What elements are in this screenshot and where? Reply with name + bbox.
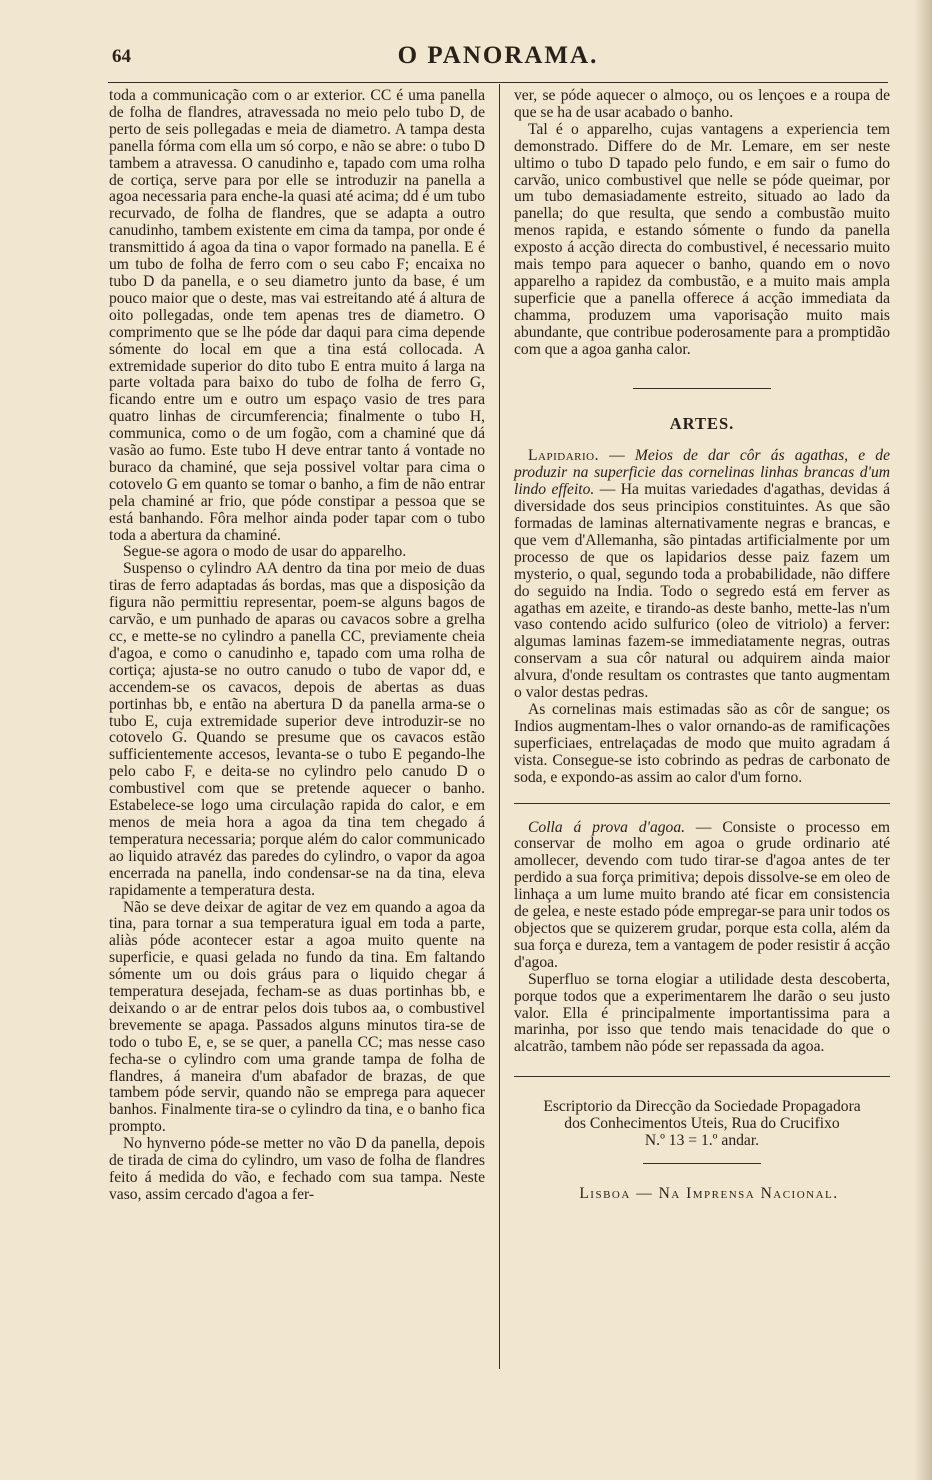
colla-paragraph [514,820,890,972]
section-title-artes: ARTES. [669,413,735,433]
lapidario-body: — Ha muitas variedades d'agathas, devidas á diversidade dos seus principios constituintes. As que são formadas de laminas alternativamente negras e brancas, e que vem d'Allemanha, são pintadas artificialmente por um processo de que os lapidarios desse paiz fazem um mysterio, o qual, segundo toda a probabilidade, não differe do seguido na India. Todo o segredo está em ferver as agathas em azeite, e tirando-as deste banho, mette-las n'um vaso contendo acido sulfurico (oleo de vitriolo) a ferver: algumas laminas fazem-se immediatamente negras, outras conservam a sua côr natural ou adquirem ainda maior alvura, d'onde resultam os contrastes que tanto augmentam o valor destas pedras. [514,481,890,702]
article-separator [514,803,890,804]
imprint-separator [643,1163,761,1164]
section-separator [633,388,771,389]
lapidario-dash: — [598,447,635,465]
apparatus-comparison: Tal é o apparelho, cujas vantagens a experiencia tem demonstrado. Differe do de Mr. Lemare, em ser neste ultimo o tubo D tapado pelo fundo, e em sair o fumo do carvão, unico combustivel que nelle se póde queimar, por um tubo demasiadamente estreito, situado ao lado da panella; do que resulta, que sendo a combustão muito menos rapida, e estando sómente o fundo da panella exposto á acção directa do combustivel, é necessario muito mais tempo para aquecer o banho, quando em o novo apparelho a rapidez da combustão, e a muito mais ampla superficie que a panella offerece á acção immediata da chamma, produzem uma vaporisação muito mais abundante, que contribue poderosamente para a promptidão com que a agoa ganha calor. [514,120,890,358]
superfluo-paragraph: Superfluo se torna elogiar a utilidade desta descoberta, porque todos que a experimentarem lhe darão o seu justo valor. Ella é principalmente importantissima para a marinha, por isso que tendo mais tenacidade do que o alcatrão, tambem não póde ser repassada da agoa. [514,970,890,1056]
agitation-paragraph: Não se deve deixar de agitar de vez em quando a agoa da tina, para tornar a sua temperatura igual em toda a parte, aliàs póde acontecer estar a agoa muito quente na superficie, e quasi gelada no fundo da tina. Em faltando sómente um ou dois gráus para o liquido chegar á temperatura desejada, fecham-se as duas portinhas bb, e deixando o ar de entrar pelos dois tubos aa, o combustivel brevemente se apaga. Passados alguns minutos tira-se de todo o tubo E, e, se se quer, a panella CC; mas nesse caso fecha-se o cylindro com uma grande tampa de folha de flandres, á maneira d'um abafador de brazas, de que tambem póde servir, quando não se emprega para aquecer banhos. Finalmente tira-se o cylindro da tina, e o banho fica prompto. [109,898,485,1136]
office-line-1: Escriptorio da Direcção da Sociedade Propagadora [543,1098,861,1116]
usage-intro: Segue-se agora o modo de usar do apparelho. [123,543,407,561]
colla-heading: Colla á prova d'agoa. [528,818,686,836]
page-edge-shadow [914,0,932,1480]
left-column [109,88,485,1204]
page-number: 64 [112,46,131,67]
winter-paragraph: No hynverno póde-se metter no vão D da panella, depois de tirada de cima do cylindro, um vaso de folha de flandres feito á medida do vão, e fechado com sua tampa. Neste vaso, assim cercado d'agoa a fer- [109,1135,485,1203]
usage-paragraph: Suspenso o cylindro AA dentro da tina por meio de duas tiras de ferro adaptadas ás bordas, mas que a disposição da figura não permittiu representar, poem-se alguns bagos de carvão, e um punhado de aparas ou cavacos sobre a grelha cc, e mette-se no cylindro a panella CC, previamente cheia d'agoa, e como o canudinho e, tapado com uma rolha de cortiça; ajusta-se no outro canudo o tubo de vapor dd, e accendem-se os cavacos, depois de abertas as duas portinhas bb, e então na abertura D da panella arma-se o tubo E, cuja extremidade superior deve introduzir-se no cotovelo G. Quando se presume que os cavacos estão sufficientemente accesos, levanta-se o tubo E pegando-lhe pelo cabo F, e deita-se no cylindro pelo canudo D o combustivel com que se pretende aquecer o banho. Estabelece-se logo uma circulação rapida do calor, e em menos de meia hora a agoa da tina tem chegado á temperatura necessaria; porque além do calor communicado ao liquido atravéz das paredes do cylindro, o vapor da agoa encerrada na panella, indo condensar-se na da tina, eleva rapidamente a temperatura desta. [109,560,485,899]
lapidario-lead: Lapidario. [528,447,599,465]
page-header [112,42,884,76]
footer-separator [514,1076,890,1077]
cornelinas-paragraph: As cornelinas mais estimadas são as côr de sangue; os Indios augmentam-lhes o valor ornando-as de ramificações superficiaes, entrelaçadas de modo que muito agradam á vista. Consegue-se isto cobrindo as pedras de carbonato de soda, e expondo-as assim ao calor d'um forno. [514,701,890,786]
lapidario-heading: Meios de dar côr ás agathas, e de produzir na superficie das cornelinas linhas brancas d'um lindo effeito. [514,447,891,499]
right-column [514,88,890,1203]
office-line-2: dos Conhecimentos Uteis, Rua do Crucifixo [564,1115,840,1133]
apparatus-description: toda a communicação com o ar exterior. CC é uma panella de folha de flandres, atravessada no meio pelo tubo D, de perto de seis pollegadas e meia de diametro. A tampa desta panella fórma com ella um só corpo, e não se abre: o tubo D tambem a atravessa. O canudinho e, tapado com uma rolha de cortiça, serve para por elle se introduzir na panella a agoa necessaria para enche-la quasi até acima; dd é um tubo recurvado, de folha de flandres, que se adapta a outro canudinho, tambem existente em cima da tampa, por onde é transmittido á agoa da tina o vapor formado na panella. E é um tubo de folha de ferro com o seu cabo F; encaixa no tubo D da panella, e o seu diametro junto da base, é um pouco maior que o deste, mas vai estreitando até á altura de oito pollegadas, onde tem apenas tres de diametro. O comprimento que se lhe póde dar daqui para cima depende sómente do local em que a tina está collocada. A extremidade superior do dito tubo E entra muito á larga na parte voltada para baixo do tubo de folha de ferro G, ficando entre um e outro um espaço vasio de tres para quatro linhas de circumferencia; finalmente o tubo H, communica, como o de um fogão, com a chaminé que dá vasão ao fumo. Este tubo H deve entrar tanto á vontade no buraco da chaminé, que seja possivel voltar para cima o cotovelo G em quanto se tomar o banho, a fim de não entrar pela chaminé ar frio, que póde constipar a pessoa que se está banhando. Fôra melhor ainda poder tapar com o tubo toda a abertura da chaminé. [109,87,485,544]
imprint: Lisboa — Na Imprensa Nacional. [579,1184,839,1202]
lapidario-paragraph [514,448,890,702]
office-line-3: N.º 13 = 1.º andar. [644,1132,760,1150]
header-rule [108,82,888,83]
colla-body: — Consiste o processo em conservar de molho em agoa o grude ordinario até amollecer, devendo com tudo tirar-se d'agoa antes de ter perdido a sua força primitiva; depois dissolve-se em oleo de linhaça a um lume muito brando até ficar em consistencia de gelea, e neste estado póde empregar-se para unir todos os objectos que se quizerem grudar, porque esta colla, além da sua força e dureza, tem a vantagem de poder resistir á acção d'agoa. [514,818,891,971]
journal-title: O PANORAMA. [397,42,599,69]
column-divider [499,84,500,1369]
continuation-text: ver, se póde aquecer o almoço, ou os lençoes e a roupa de que se ha de usar acabado o banho. [514,87,890,121]
